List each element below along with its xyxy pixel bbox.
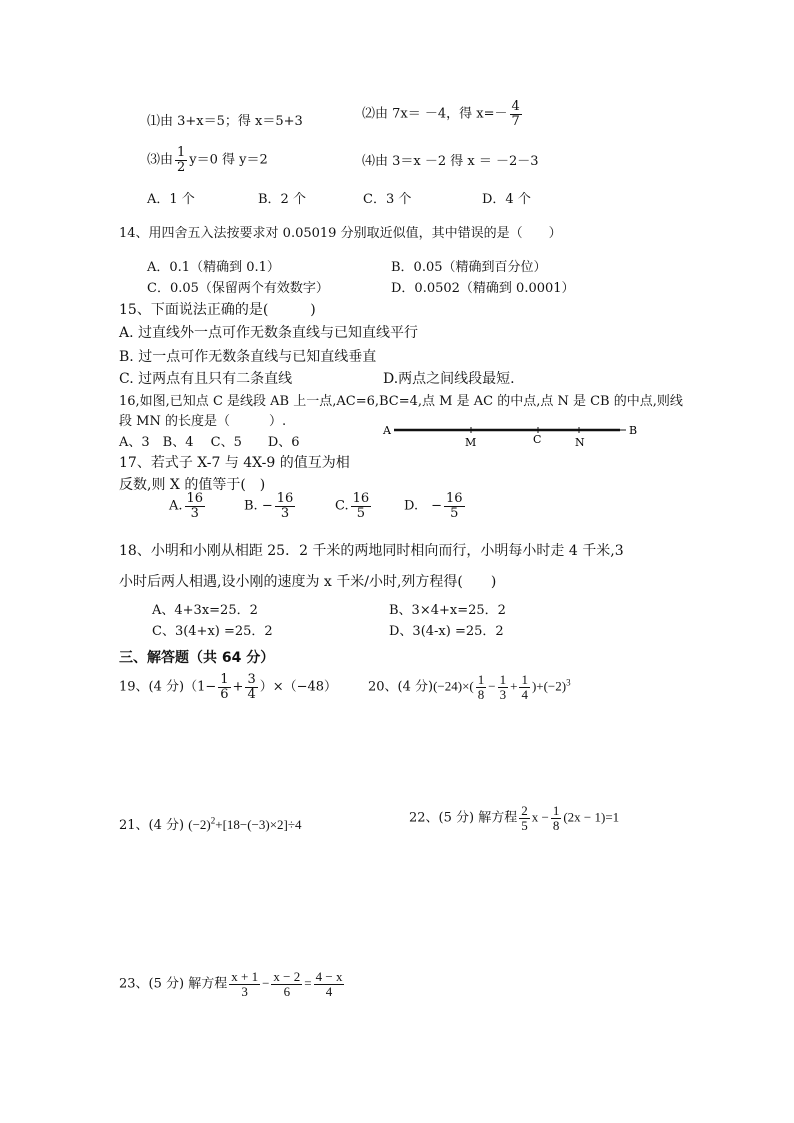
- q22-fraction-2: [551, 804, 562, 832]
- q19-post: ）×（−48）: [259, 679, 338, 695]
- q14-option-b: B．0.05（精确到百分位）: [391, 260, 547, 275]
- q20-fraction-1: [476, 673, 487, 701]
- q23-pre: 23、(5 分) 解方程: [119, 976, 228, 992]
- q13-statement-2: [362, 100, 524, 128]
- q22-post: (2x − 1)=1: [563, 809, 620, 825]
- denominator: 4: [521, 686, 528, 702]
- q18-option-d: D、3(4-x) =25．2: [389, 624, 504, 639]
- q18-stem-line-1: 18、小明和小刚从相距 25．2 千米的两地同时相向而行，小明每小时走 4 千米,3: [119, 543, 624, 559]
- label-c: C: [533, 433, 542, 446]
- q13-statement-3-post: y＝0 得 y＝2: [189, 152, 268, 168]
- denominator: 6: [283, 983, 291, 999]
- q20-minus: −: [488, 678, 496, 694]
- denominator: 2: [177, 159, 186, 175]
- q16-stem-line-2: 段 MN 的长度是（ ）.: [119, 414, 287, 429]
- q22-mid: x −: [531, 809, 549, 825]
- denominator: 8: [477, 686, 485, 702]
- numerator: x − 2: [273, 969, 301, 984]
- q15-option-b: B. 过一点可作无数条直线与已知直线垂直: [119, 349, 377, 365]
- q23-fraction-3: [314, 970, 345, 998]
- denominator: 3: [280, 505, 290, 521]
- label-n: N: [575, 436, 585, 449]
- numerator: 2: [521, 803, 528, 818]
- q17-option-d-label: D. −: [404, 498, 442, 514]
- q17-option-a: [169, 492, 207, 520]
- q23-minus: −: [262, 975, 270, 991]
- q19-pre: 19、(4 分)（1−: [119, 679, 217, 695]
- q17-option-c-fraction: [351, 492, 372, 520]
- section-heading: 三、解答题（共 64 分）: [119, 650, 275, 666]
- label-a: A: [383, 424, 391, 437]
- q13-statement-2-fraction: [510, 100, 522, 128]
- q22: [409, 804, 619, 832]
- q13-option-a: A．1 个: [147, 192, 195, 207]
- q13-statement-3-fraction: [175, 146, 187, 174]
- numerator: x + 1: [231, 969, 259, 984]
- q17-option-a-fraction: [185, 492, 206, 520]
- q19-fraction-1: [218, 673, 230, 701]
- q22-pre: 22、(5 分) 解方程: [409, 810, 518, 826]
- denominator: 3: [190, 505, 199, 521]
- segment-figure: [380, 418, 650, 452]
- q13-statement-1: ⑴由 3+x＝5；得 x＝5+3: [147, 114, 303, 129]
- denominator: 4: [325, 983, 333, 999]
- q21-expr-1: (−2): [188, 817, 211, 832]
- q15-option-d: D.两点之间线段最短.: [383, 371, 515, 387]
- numerator: 1: [521, 672, 528, 687]
- numerator: 16: [186, 491, 204, 506]
- q14-option-a: A．0.1（精确到 0.1）: [147, 260, 280, 275]
- q13-statement-4: ⑷由 3＝x －2 得 x ＝ －2－3: [362, 154, 539, 169]
- denominator: 4: [247, 686, 256, 702]
- numerator: 1: [477, 672, 485, 687]
- q14-option-d: D．0.0502（精确到 0.0001）: [391, 281, 575, 296]
- numerator: 3: [247, 672, 256, 687]
- q22-fraction-1: [519, 804, 530, 832]
- q17-option-a-label: A.: [169, 498, 183, 514]
- q20-fraction-3: [519, 673, 530, 701]
- q15-option-c: C. 过两点有且只有二条直线: [119, 371, 293, 387]
- denominator: 5: [356, 505, 366, 521]
- numerator: 1: [177, 145, 186, 160]
- q21: [119, 814, 302, 833]
- q19: [119, 673, 337, 701]
- numerator: 1: [499, 672, 507, 687]
- q17-option-b: [244, 492, 297, 520]
- q21-exponent: 2: [210, 815, 216, 826]
- q18-option-c: C、3(4+x) =25．2: [152, 624, 273, 639]
- q20-pre: 20、(4 分): [368, 679, 434, 695]
- numerator: 1: [552, 803, 560, 818]
- q18-stem-line-2: 小时后两人相遇,设小刚的速度为 x 千米/小时,列方程得( ): [119, 574, 497, 590]
- q13-statement-3-pre: ⑶由: [147, 152, 174, 168]
- q13-option-d: D．4 个: [482, 192, 531, 207]
- q17-option-c: [335, 492, 373, 520]
- numerator: 4: [511, 99, 520, 114]
- q15-option-a: A. 过直线外一点可作无数条直线与已知直线平行: [119, 325, 419, 341]
- q17-option-c-label: C.: [335, 498, 349, 514]
- q20-exponent: 3: [566, 677, 571, 688]
- denominator: 3: [499, 686, 507, 702]
- numerator: 16: [446, 491, 463, 506]
- q20-plus: +: [510, 678, 518, 694]
- q17-stem-line-1: 17、若式子 X-7 与 4X-9 的值互为相: [119, 455, 350, 471]
- q20-post: )+(−2): [531, 678, 567, 694]
- q15-stem: 15、下面说法正确的是( ): [119, 302, 316, 318]
- q14-option-c: C．0.05（保留两个有效数字）: [147, 281, 329, 296]
- q23-fraction-2: [271, 970, 302, 998]
- q13-statement-3: [147, 146, 268, 174]
- q13-option-c: C．3 个: [363, 192, 412, 207]
- numerator: 1: [220, 672, 229, 687]
- label-m: M: [465, 436, 477, 449]
- q17-option-d: [404, 492, 467, 520]
- numerator: 16: [276, 491, 294, 506]
- q17-option-b-fraction: [275, 492, 296, 520]
- denominator: 3: [241, 983, 248, 999]
- q23-equals: =: [304, 975, 312, 991]
- q16-options: A、3 B、4 C、5 D、6: [119, 435, 300, 450]
- denominator: 7: [511, 113, 520, 129]
- numerator: 16: [352, 491, 370, 506]
- q16-stem-line-1: 16,如图,已知点 C 是线段 AB 上一点,AC=6,BC=4,点 M 是 AC 的中点,点 N 是 CB 的中点,则线: [119, 394, 683, 409]
- q21-pre: 21、(4 分): [119, 818, 185, 833]
- q19-plus: +: [232, 679, 244, 695]
- q20: [368, 673, 571, 701]
- denominator: 8: [552, 817, 560, 833]
- label-b: B: [629, 424, 638, 437]
- q17-option-d-fraction: [444, 492, 465, 520]
- q21-expr-2: +[18−(−3)×2]÷4: [215, 817, 302, 832]
- q19-fraction-2: [245, 673, 257, 701]
- q17-stem-line-2: 反数,则 X 的值等于( ): [119, 477, 266, 493]
- q18-option-a: A、4+3x=25．2: [152, 603, 258, 618]
- q17-option-b-label: B. −: [244, 498, 273, 514]
- q23-fraction-1: [229, 970, 260, 998]
- denominator: 6: [220, 686, 229, 702]
- q13-statement-2-text: ⑵由 7x＝ －4，得 x=－: [362, 106, 508, 122]
- q23: [119, 970, 346, 998]
- q20-expr-1: (−24)×(: [433, 678, 474, 694]
- numerator: 4 − x: [315, 969, 343, 984]
- denominator: 5: [521, 817, 528, 833]
- q13-option-b: B．2 个: [258, 192, 306, 207]
- denominator: 5: [450, 505, 459, 521]
- q14-stem: 14、用四舍五入法按要求对 0.05019 分别取近似值，其中错误的是（ ）: [119, 226, 562, 241]
- q20-fraction-2: [498, 673, 509, 701]
- q18-option-b: B、3×4+x=25．2: [389, 603, 506, 618]
